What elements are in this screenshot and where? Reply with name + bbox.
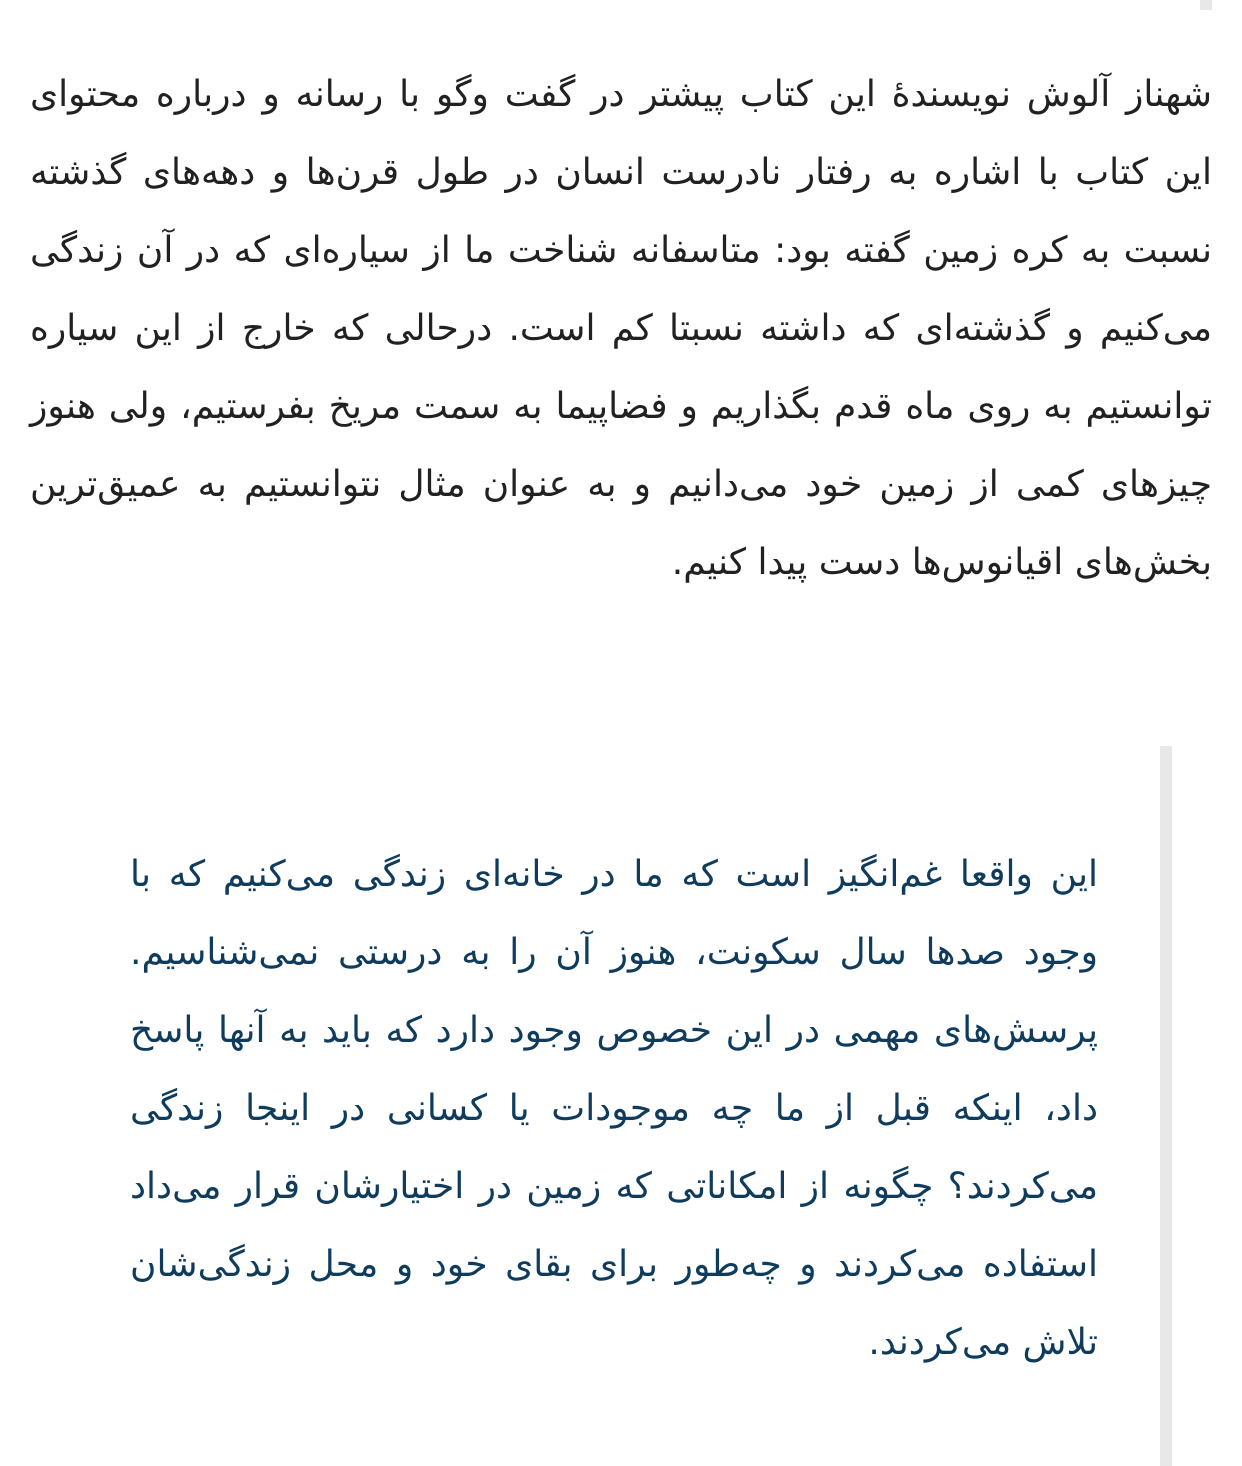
top-divider (1200, 0, 1212, 10)
quote-text: این واقعا غم‌انگیز است که ما در خانه‌ای زندگی می‌کنیم که با وجود صدها سال سکونت، هنوز آن را به درستی نمی‌شناسیم. پرسش‌های مهمی در این خصوص وجود دارد که باید به آنها پاسخ داد، اینکه قبل از ما چه موجودات یا کسانی در اینجا زندگی می‌کردند؟ چگونه از امکاناتی که زمین در اختیارشان قرار می‌داد استفاده می‌کردند و چه‌طور برای بقای خود و محل زندگی‌شان تلاش می‌کردند. (130, 854, 1098, 1363)
blockquote (130, 746, 1172, 1466)
article-paragraph: شهناز آلوش نویسندهٔ این کتاب پیشتر در گفت وگو با رسانه و درباره محتوای این کتاب با اشاره به رفتار نادرست انسان در طول قرن‌ها و دهه‌های گذشته نسبت به کره زمین گفته بود: متاسفانه شناخت ما از سیاره‌ای که در آن زندگی می‌کنیم و گذشته‌ای که داشته نسبتا کم است. درحالی که خارج از این سیاره توانستیم به روی ماه قدم بگذاریم و فضاپیما به سمت مریخ بفرستیم، ولی هنوز چیزهای کمی از زمین خود می‌دانیم و به عنوان مثال نتوانستیم به عمیق‌ترین بخش‌های اقیانوس‌ها دست پیدا کنیم. (30, 74, 1212, 583)
